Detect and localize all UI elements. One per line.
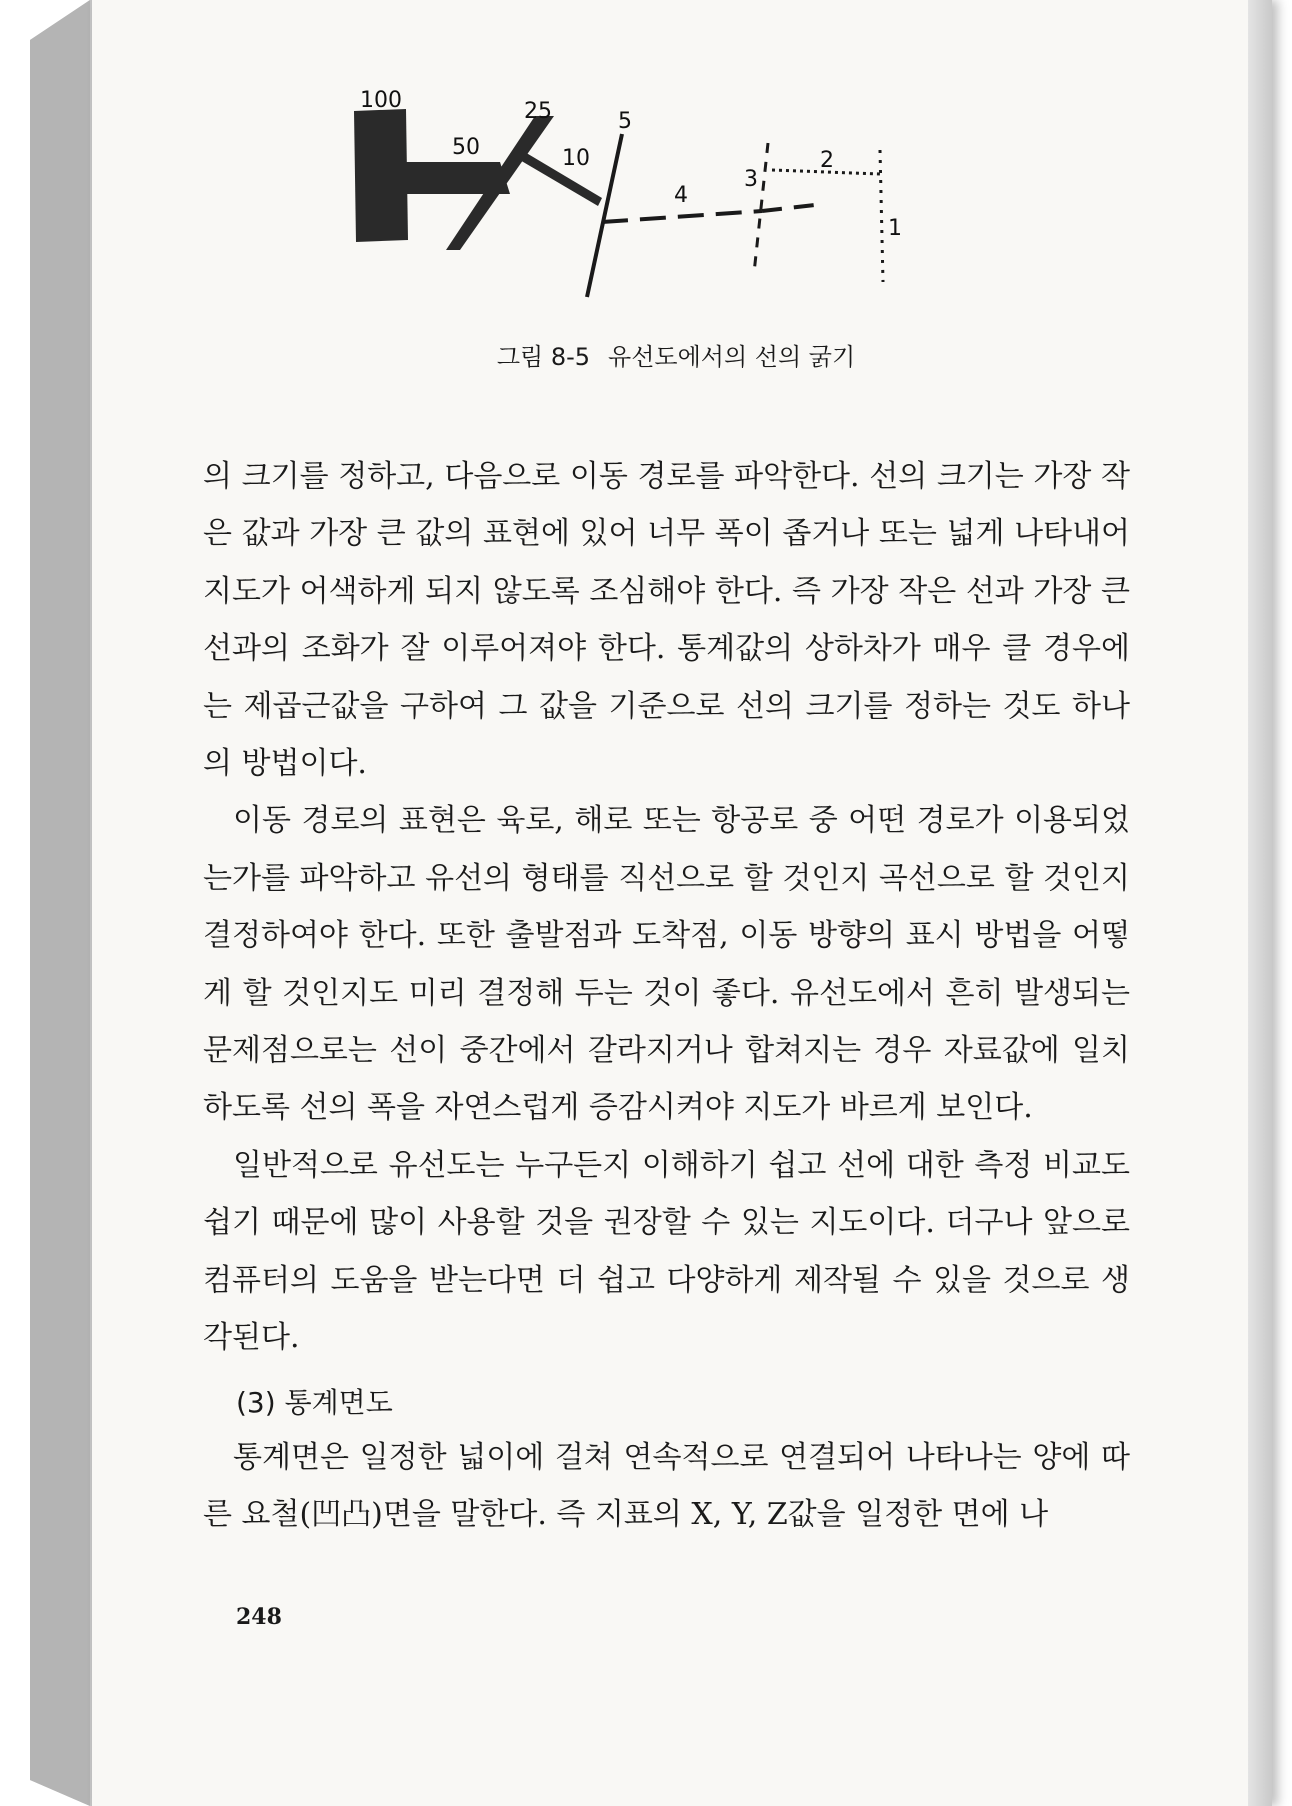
line-3	[754, 143, 768, 273]
label-5: 5	[618, 109, 632, 134]
label-4: 4	[674, 183, 688, 208]
line-5	[587, 134, 622, 297]
label-1: 1	[888, 216, 902, 241]
paragraph-2: 이동 경로의 표현은 육로, 해로 또는 항공로 중 어떤 경로가 이용되었는가를 파악하고 유선의 형태를 직선으로 할 것인지 곡선으로 할 것인지 결정하여야 한다. 또한 출발점과 도착점, 이동 방향의 표시 방법을 어떻게 할 것인지도 미리 결정해 두는 것이 좋다. 유선도에서 흔히 발생되는 문제점으로는 선이 중간에서 갈라지거나 합쳐지는 경우 자료값에 일치하도록 선의 폭을 자연스럽게 증감시켜야 지도가 바르게 보인다.	[203, 803, 1131, 1126]
label-2: 2	[820, 148, 834, 173]
paragraph-3: 일반적으로 유선도는 누구든지 이해하기 쉽고 선에 대한 측정 비교도 쉽기 때문에 많이 사용할 것을 권장할 수 있는 지도이다. 더구나 앞으로 컴퓨터의 도움을 받는다면 더 쉽고 다양하게 제작될 수 있을 것으로 생각된다.	[203, 1147, 1130, 1356]
figure-drawing	[340, 90, 1000, 320]
flow-line-thickness-figure	[340, 90, 1000, 320]
label-100: 100	[360, 90, 402, 113]
line-4	[602, 211, 762, 222]
figure-caption-title: 유선도에서의 선의 굵기	[608, 343, 856, 371]
paragraph-1: 의 크기를 정하고, 다음으로 이동 경로를 파악한다. 선의 크기는 가장 작은 값과 가장 큰 값의 표현에 있어 너무 폭이 좁거나 또는 넓게 나타내어 지도가 어색하게 되지 않도록 조심해야 한다. 즉 가장 작은 선과 가장 큰 선과의 조화가 잘 이루어져야 한다. 통계값의 상하차가 매우 클 경우에는 제곱근값을 구하여 그 값을 기준으로 선의 크기를 정하는 것도 하나의 방법이다.	[203, 459, 1130, 782]
label-50: 50	[452, 135, 480, 160]
label-10: 10	[562, 146, 590, 171]
label-3: 3	[744, 167, 758, 192]
line-1	[880, 150, 883, 282]
section-body	[203, 1429, 1130, 1544]
body-text	[203, 448, 1130, 1367]
page-number: 248	[236, 1604, 282, 1630]
section-heading: (3) 통계면도	[236, 1386, 393, 1419]
figure-caption	[0, 337, 1292, 372]
label-25: 25	[524, 99, 552, 124]
section-paragraph: 통계면은 일정한 넓이에 걸쳐 연속적으로 연결되어 나타나는 양에 따른 요철(凹凸)면을 말한다. 즉 지표의 X, Y, Z값을 일정한 면에 나	[203, 1440, 1130, 1533]
line-100	[354, 109, 408, 242]
line-4b	[762, 204, 824, 211]
page-right-shadow	[1248, 0, 1272, 1806]
figure-caption-label: 그림 8-5	[496, 343, 591, 371]
book-spine-edge	[30, 0, 100, 1806]
